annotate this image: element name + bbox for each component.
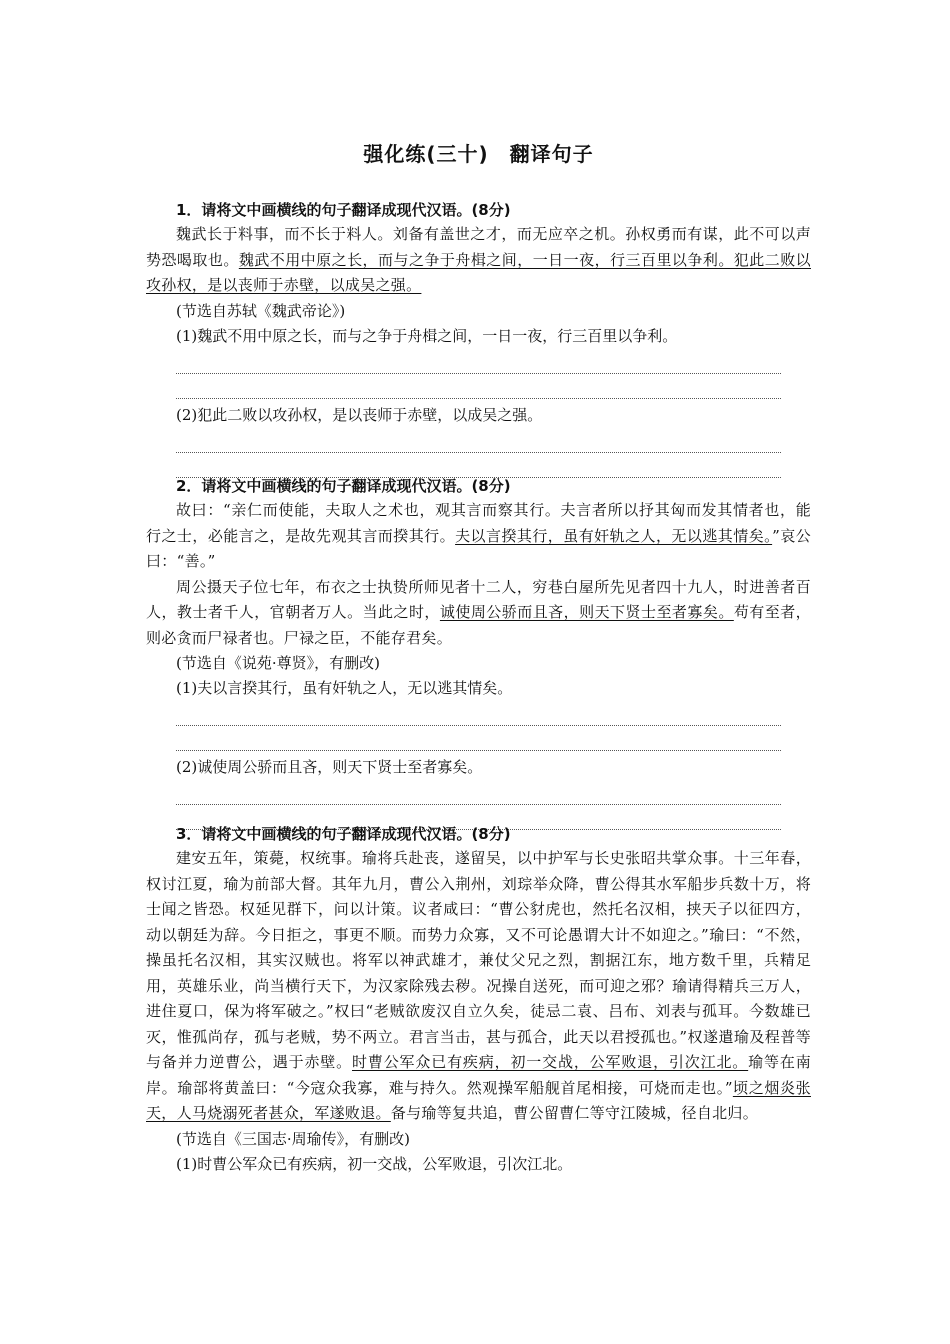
question-heading: 3．请将文中画横线的句子翻译成现代汉语。(8分) xyxy=(176,825,511,843)
passage-text: 建安五年，策薨，权统事。瑜将兵赴丧，遂留吴，以中护军与长史张昭共掌众事。十三年春，权讨江夏，瑜为前部大督。其年九月，曹公入荆州，刘琮举众降，曹公得其水军船步兵数十万，将士闻之皆恐。权延见群下，问以计策。议者咸曰：“曹公豺虎也，然托名汉相，挟天子以征四方，动以朝廷为辞。今日拒之，事更不顺。而势力众寡，又不可论愚谓大计不如迎之。”瑜曰：“不然，操虽托名汉相，其实汉贼也。将军以神武雄才，兼仗父兄之烈，割据江东，地方数千里，兵精足用，英雄乐业，尚当横行天下，为汉家除残去秽。况操自送死，而可迎之邪？瑜请得精兵三万人，进住夏口，保为将军破之。”权曰“老贼欲废汉自立久矣，徒忌二袁、吕布、刘表与孤耳。今数雄已灭，惟孤尚存，孤与老贼，势不两立。君言当击，甚与孤合，此天以君授孤也。”权遂遣瑜及程普等与备并力逆曹公，遇于赤壁。 xyxy=(146,849,811,1071)
translation-question: (2)犯此二败以攻孙权，是以丧师于赤壁，以成吴之强。 xyxy=(176,405,543,424)
question-heading: 2．请将文中画横线的句子翻译成现代汉语。(8分) xyxy=(176,477,511,495)
answer-line[interactable] xyxy=(176,374,781,399)
question-heading: 1．请将文中画横线的句子翻译成现代汉语。(8分) xyxy=(176,201,511,219)
translation-question: (1)时曹公军众已有疾病，初一交战，公军败退，引次江北。 xyxy=(176,1154,573,1173)
answer-line[interactable] xyxy=(176,428,781,453)
answer-line[interactable] xyxy=(176,780,781,805)
question-section-2 xyxy=(146,474,811,830)
passage-text: 瑜等在南岸。瑜部将黄盖曰：“今寇众我寡，难与持久。然观操军船舰首尾相接，可烧而走也。” xyxy=(146,1053,811,1097)
underlined-sentence: 诚使周公骄而且吝，则天下贤士至者寡矣。 xyxy=(439,603,734,621)
source-note: (节选自苏轼《魏武帝论》) xyxy=(176,301,346,320)
underlined-sentence: 夫以言揆其行，虽有奸轨之人，无以逃其情矣。 xyxy=(455,526,773,545)
page-title: 强化练(三十) 翻译句子 xyxy=(363,142,594,166)
passage-text: 周公摄天子位七年，布衣之士执贽所师见者十二人，穷巷白屋所先见者四十九人，时进善者百人，教士者千人，官朝者万人。当此之时， xyxy=(146,577,811,621)
underlined-sentence: 魏武不用中原之长，而与之争于舟楫之间，一日一夜，行三百里以争利。犯此二败以攻孙权，是以丧师于赤壁，以成吴之强。 xyxy=(146,250,811,294)
passage-text: 故曰：“亲仁而使能，夫取人之术也，观其言而察其行。夫言者所以抒其匈而发其情者也，能行之士，必能言之，是故先观其言而揆其行。 xyxy=(146,501,811,545)
passage-paragraph xyxy=(146,575,811,652)
question-section-1 xyxy=(146,198,811,478)
translation-question: (1)夫以言揆其行，虽有奸轨之人，无以逃其情矣。 xyxy=(176,679,513,697)
passage-text: 备与瑜等复共追，曹公留曹仁等守江陵城，径自北归。 xyxy=(390,1104,759,1122)
translation-question: (1)魏武不用中原之长，而与之争于舟楫之间，一日一夜，行三百里以争利。 xyxy=(176,326,678,345)
answer-line[interactable] xyxy=(176,726,781,751)
translation-question: (2)诚使周公骄而且吝，则天下贤士至者寡矣。 xyxy=(176,758,483,776)
underlined-sentence: 时曹公军众已有疾病，初一交战，公军败退，引次江北。 xyxy=(352,1053,749,1071)
passage-text: 苟有至者，则必贪而尸禄者也。尸禄之臣，不能存君矣。 xyxy=(146,603,811,647)
question-section-3 xyxy=(146,822,811,1177)
underlined-sentence: 顷之烟炎张天，人马烧溺死者甚众，军遂败退。 xyxy=(146,1078,811,1122)
passage-text: ”哀公曰：“善。” xyxy=(146,526,811,570)
source-note: (节选自《说苑·尊贤》，有删改) xyxy=(176,654,380,672)
passage-paragraph xyxy=(146,498,811,575)
passage-paragraph xyxy=(146,222,811,299)
passage-paragraph xyxy=(146,846,811,1127)
answer-line[interactable] xyxy=(176,701,781,726)
answer-line[interactable] xyxy=(176,349,781,374)
source-note: (节选自《三国志·周瑜传》，有删改) xyxy=(176,1129,410,1148)
passage-text: 魏武长于料事，而不长于料人。刘备有盖世之才，而无应卒之机。孙权勇而有谋，此不可以声势恐喝取也。 xyxy=(146,225,811,269)
